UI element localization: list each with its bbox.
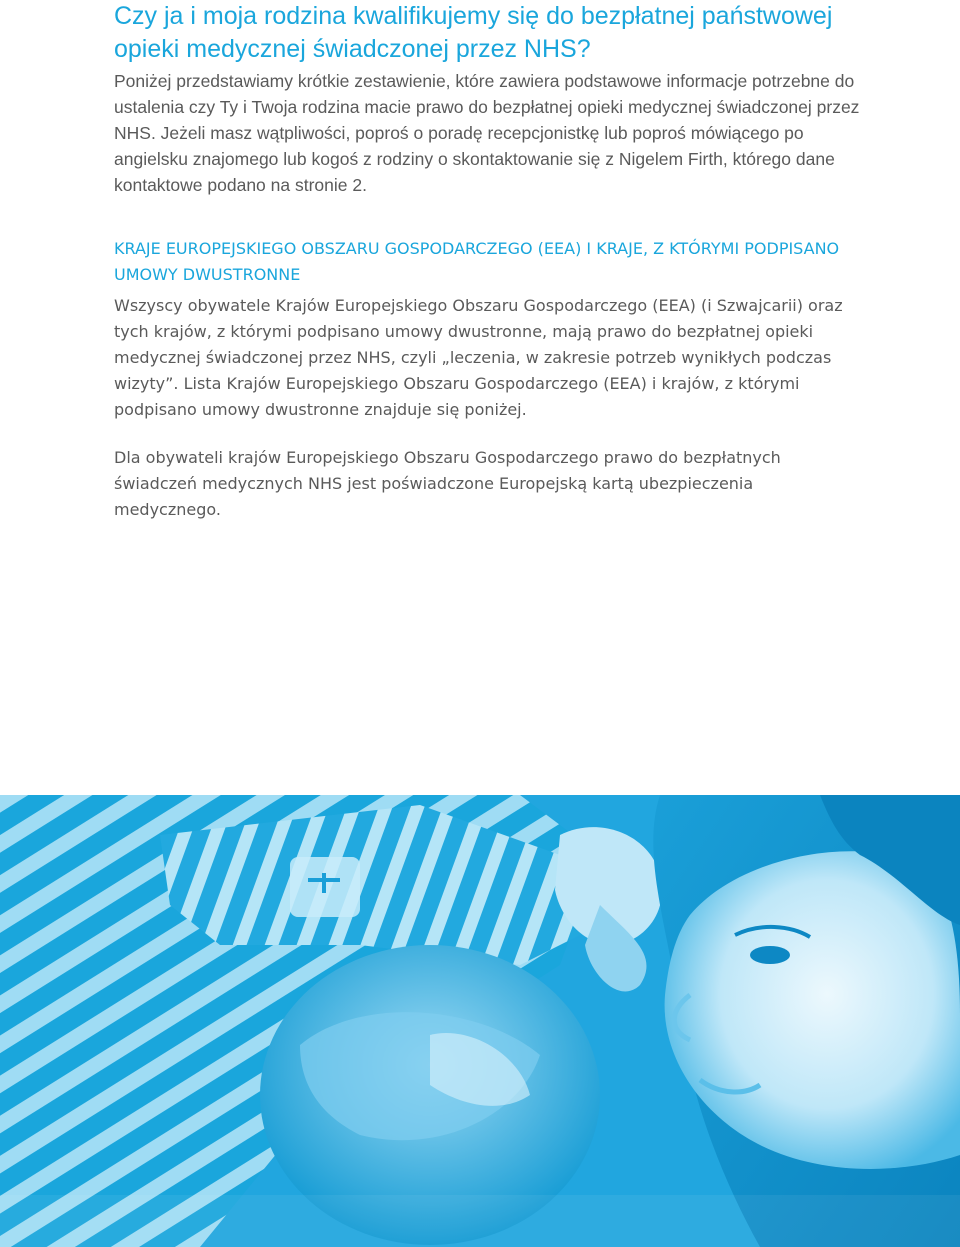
photo-illustration [0, 795, 960, 1247]
eea-paragraph-2: Dla obywateli krajów Europejskiego Obszaru Gospodarczego prawo do bezpłatnych świadczeń medycznych NHS jest poświadczone Europejską kartą ubezpieczenia medycznego. [114, 448, 781, 519]
section-heading-eea: KRAJE EUROPEJSKIEGO OBSZARU GOSPODARCZEGO (EEA) I KRAJE, Z KTÓRYMI PODPISANO UMOWY DWUSTRONNE [114, 239, 840, 284]
intro-paragraph: Poniżej przedstawiamy krótkie zestawienie, które zawiera podstawowe informacje potrzebne do ustalenia czy Ty i Twoja rodzina macie prawo do bezpłatnej opieki medycznej świadczonej przez NHS. Jeżeli masz wątpliwości, poproś o poradę recepcjonistkę lub poproś mówiącego po angielsku znajomego lub kogoś z rodziny o skontaktowanie się z Nigelem Firth, którego dane kontaktowe podano na stronie 2. [114, 71, 860, 195]
doctor-examining-child-photo [0, 795, 960, 1247]
page-title: Czy ja i moja rodzina kwalifikujemy się do bezpłatnej państwowej opieki medycznej świadczonej przez NHS? [114, 2, 833, 63]
eea-paragraph-1: Wszyscy obywatele Krajów Europejskiego Obszaru Gospodarczego (EEA) (i Szwajcarii) oraz tych krajów, z którymi podpisano umowy dwustronne, mają prawo do bezpłatnej opieki medycznej świadczonej przez NHS, czyli „leczenia, w zakresie potrzeb wynikłych podczas wizyty”. Lista Krajów Europejskiego Obszaru Gospodarczego (EEA) i krajów, z którymi podpisano umowy dwustronne znajduje się poniżej. [114, 296, 843, 419]
